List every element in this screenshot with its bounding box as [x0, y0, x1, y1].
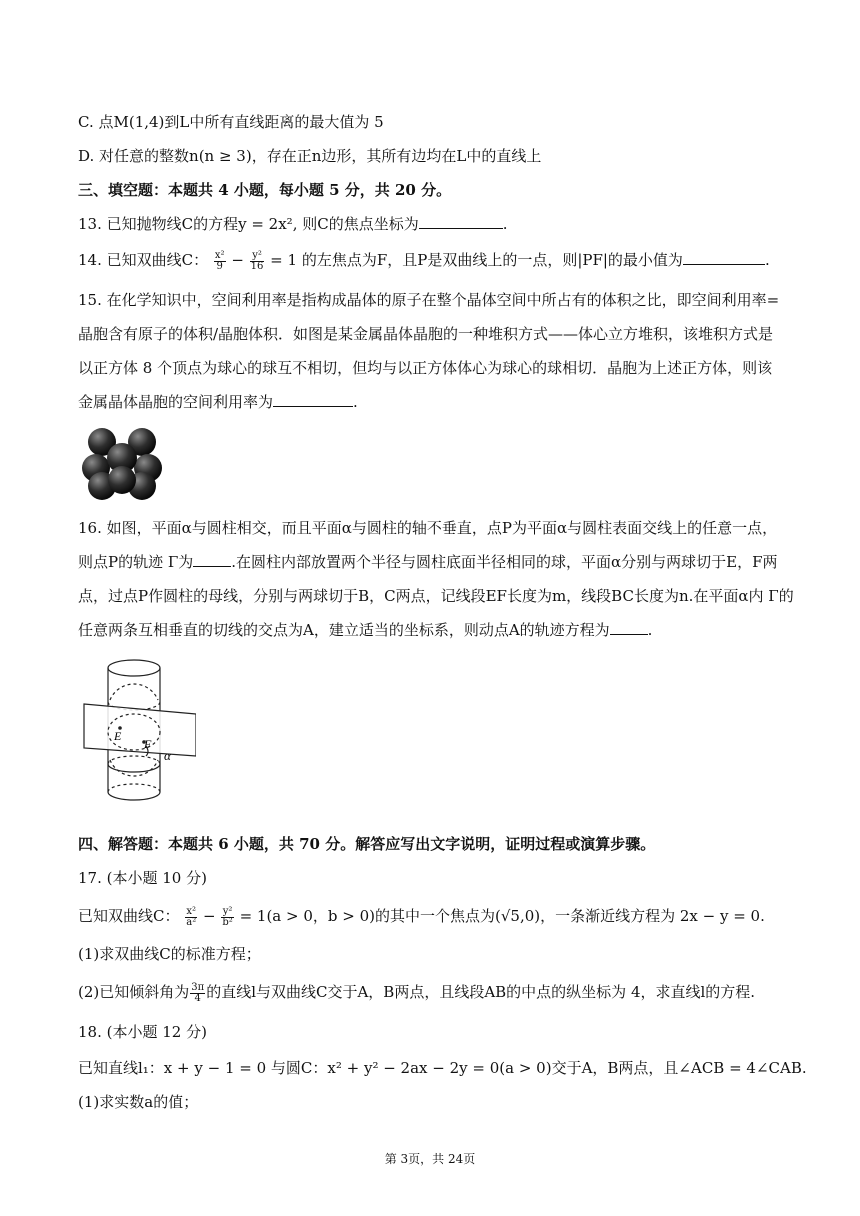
frac-den: 9	[216, 260, 223, 272]
q14-prefix: 14. 已知双曲线C：	[78, 251, 209, 269]
q16-line-1: 16. 如图，平面α与圆柱相交，而且平面α与圆柱的轴不垂直，点P为平面α与圆柱表面交线上的任意一点，	[78, 519, 778, 537]
q18-line-1: 已知直线l₁：x + y − 1 = 0 与圆C：x² + y² − 2ax − 2y = 0(a > 0)交于A，B两点，且∠ACB = 4∠CAB.	[78, 1059, 807, 1077]
option-d: D. 对任意的整数n(n ≥ 3)，存在正n边形，其所有边均在L中的直线上	[78, 147, 542, 165]
q17-part2-prefix: (2)已知倾斜角为	[78, 983, 190, 1001]
fraction-3pi-over-4	[190, 983, 205, 1004]
q16-text: .在圆柱内部放置两个半径与圆柱底面半径相同的球，平面α分别与两球切于E，F两	[231, 553, 778, 571]
cylinder-plane-figure	[76, 656, 196, 816]
upper-sphere-arc	[110, 684, 158, 700]
q16-text: 任意两条互相垂直的切线的交点为A，建立适当的坐标系，则动点A的轨迹方程为	[78, 621, 610, 639]
q17-text: = 1(a > 0，b > 0)的其中一个焦点为(√5,0)，一条渐近线方程为 2x − y = 0.	[239, 907, 765, 925]
frac-den: 16	[250, 260, 264, 272]
fraction-x2-over-a2	[185, 907, 197, 928]
q16-line-4	[78, 620, 652, 640]
label-E: E	[114, 729, 122, 743]
q16-text: 则点P的轨迹 Γ为	[78, 553, 194, 571]
frac-den: 4	[194, 992, 201, 1004]
q17-prefix: 已知双曲线C：	[78, 907, 180, 925]
option-c: C. 点M(1,4)到L中所有直线距离的最大值为 5	[78, 113, 384, 131]
label-alpha: α	[164, 748, 171, 763]
q17-heading: 17. (本小题 10 分)	[78, 869, 207, 887]
q15-line-2: 晶胞含有原子的体积/晶胞体积．如图是某金属晶体晶胞的一种堆积方式——体心立方堆积，该堆积方式是	[78, 325, 774, 343]
question-14	[78, 250, 770, 272]
page-footer: 第 3页，共 24页	[384, 1152, 476, 1166]
q14-end: .	[764, 251, 770, 269]
q16-answer-blank-1	[193, 552, 231, 567]
q15-line-3: 以正方体 8 个顶点为球心的球互不相切，但均与以正方体体心为球心的球相切．晶胞为上述正方体，则该	[78, 359, 773, 377]
q15-text: 金属晶体晶胞的空间利用率为	[78, 393, 274, 411]
lower-sphere-equator-back	[108, 756, 160, 764]
q16-answer-blank-2	[610, 620, 648, 635]
plane-alpha	[84, 704, 196, 756]
cylinder-top	[108, 660, 160, 676]
q13-end: .	[502, 215, 508, 233]
q18-heading: 18. (本小题 12 分)	[78, 1023, 207, 1041]
section-3-heading: 三、填空题：本题共 4 小题，每小题 5 分，共 20 分。	[78, 181, 452, 199]
frac-den: b²	[222, 916, 233, 928]
frac-den: a²	[186, 916, 197, 928]
q18-part-1: (1)求实数a的值；	[78, 1093, 199, 1111]
q15-line-1: 15. 在化学知识中，空间利用率是指构成晶体的原子在整个晶体空间中所占有的体积之比，即空间利用率=	[78, 291, 780, 309]
q15-line-4	[78, 392, 358, 412]
q15-end: .	[353, 393, 358, 411]
label-F: F	[144, 737, 152, 751]
q17-part-1: (1)求双曲线C的标准方程；	[78, 945, 261, 963]
crystal-cell-figure	[78, 424, 168, 504]
frac-num: y²	[222, 905, 233, 917]
q17-part-2	[78, 982, 755, 1004]
fraction-y2-over-b2	[221, 907, 233, 928]
frac-num: x²	[214, 249, 225, 261]
cylinder-bottom	[108, 792, 160, 800]
q13-answer-blank	[419, 214, 503, 229]
q16-line-3: 点，过点P作圆柱的母线，分别与两球切于B，C两点，记线段EF长度为m，线段BC长度为n.在平面α内 Γ的	[78, 587, 794, 605]
frac-num: x²	[186, 905, 197, 917]
question-13	[78, 214, 508, 234]
lower-sphere-arc	[110, 760, 158, 776]
frac-num: 3π	[191, 981, 205, 993]
q16-line-2	[78, 552, 778, 572]
q14-answer-blank	[683, 250, 765, 265]
fraction-y2-over-16	[250, 251, 265, 272]
minus-sign: −	[226, 251, 249, 269]
cylinder-bottom-back	[108, 784, 160, 792]
q16-end: .	[647, 621, 653, 639]
section-4-heading: 四、解答题：本题共 6 小题，共 70 分。解答应写出文字说明，证明过程或演算步骤。	[78, 835, 656, 853]
q17-line-1	[78, 906, 765, 928]
frac-num: y²	[250, 251, 265, 262]
q17-part2-text: 的直线l与双曲线C交于A，B两点，且线段AB的中点的纵坐标为 4，求直线l的方程.	[206, 983, 756, 1001]
q13-text: 13. 已知抛物线C的方程y = 2x², 则C的焦点坐标为	[78, 215, 419, 233]
minus-sign: −	[198, 907, 221, 925]
sphere	[108, 466, 136, 494]
q14-text: = 1 的左焦点为F，且P是双曲线上的一点，则|PF|的最小值为	[270, 251, 683, 269]
fraction-x2-over-9	[214, 251, 226, 272]
q15-answer-blank	[273, 392, 353, 407]
